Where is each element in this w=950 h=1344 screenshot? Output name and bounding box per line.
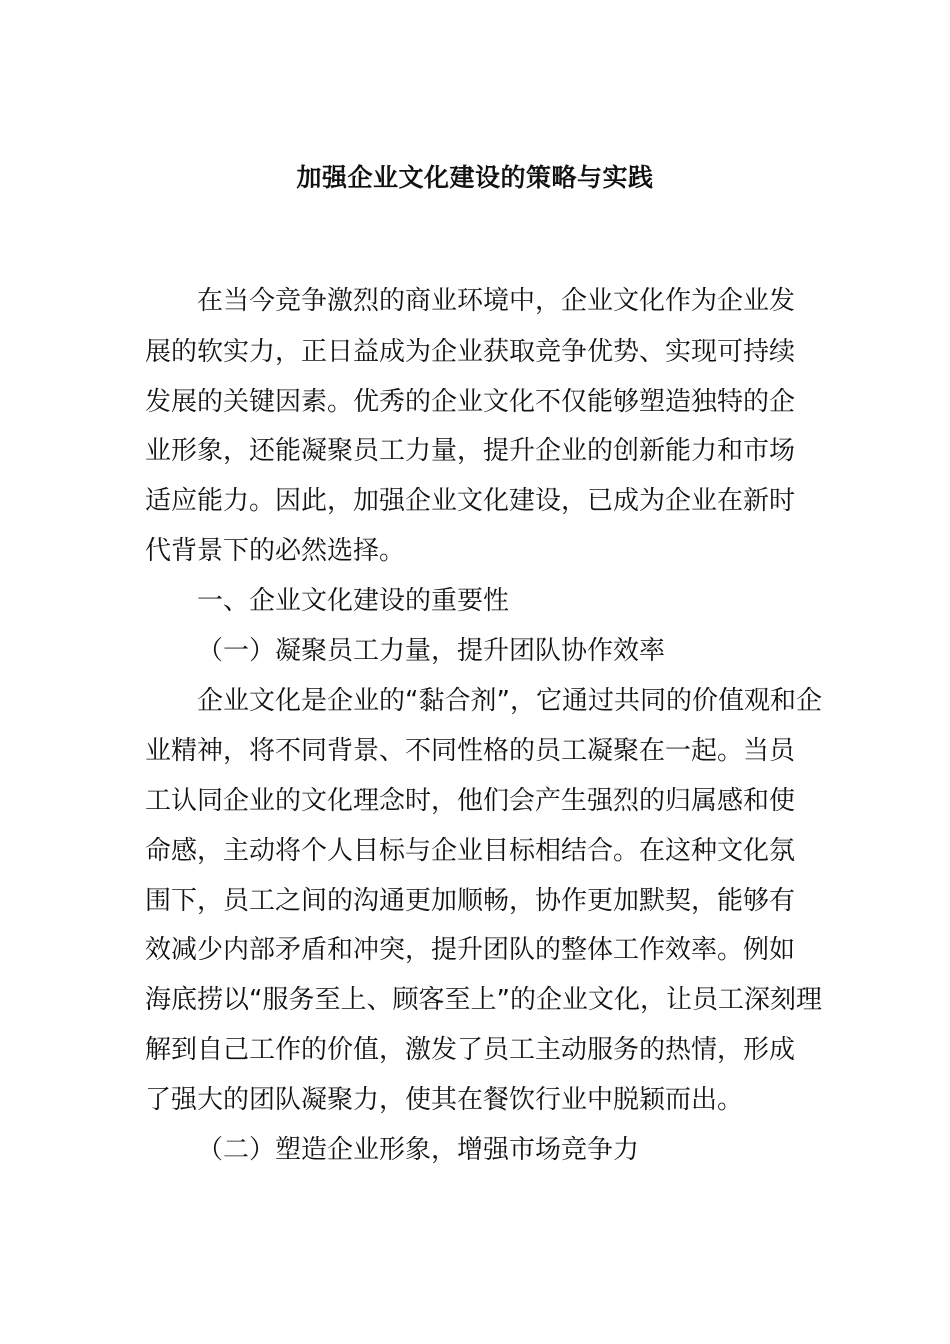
paragraph-line: 在当今竞争激烈的商业环境中，企业文化作为企业发 bbox=[197, 286, 796, 316]
paragraph-line: 业形象，还能凝聚员工力量，提升企业的创新能力和市场 bbox=[145, 436, 796, 466]
paragraph-line: 适应能力。因此，加强企业文化建设，已成为企业在新时 bbox=[145, 486, 796, 516]
section-heading: 一、企业文化建设的重要性 bbox=[197, 586, 510, 616]
subsection-heading: （二）塑造企业形象，增强市场竞争力 bbox=[197, 1135, 640, 1165]
subsection-heading: （一）凝聚员工力量，提升团队协作效率 bbox=[197, 636, 666, 666]
paragraph-line: 展的软实力，正日益成为企业获取竞争优势、实现可持续 bbox=[145, 337, 796, 367]
paragraph-line: 了强大的团队凝聚力，使其在餐饮行业中脱颖而出。 bbox=[145, 1085, 744, 1115]
paragraph-line: 工认同企业的文化理念时，他们会产生强烈的归属感和使 bbox=[145, 786, 796, 816]
paragraph-line: 发展的关键因素。优秀的企业文化不仅能够塑造独特的企 bbox=[145, 387, 796, 417]
paragraph-line: 代背景下的必然选择。 bbox=[145, 536, 406, 566]
paragraph-line: 命感，主动将个人目标与企业目标相结合。在这种文化氛 bbox=[145, 836, 796, 866]
document-title: 加强企业文化建设的策略与实践 bbox=[296, 163, 654, 192]
paragraph-line: 企业文化是企业的“黏合剂”，它通过共同的价值观和企 bbox=[197, 686, 822, 716]
paragraph-line: 业精神，将不同背景、不同性格的员工凝聚在一起。当员 bbox=[145, 736, 796, 766]
paragraph-line: 围下，员工之间的沟通更加顺畅，协作更加默契，能够有 bbox=[145, 886, 796, 916]
paragraph-line: 效减少内部矛盾和冲突，提升团队的整体工作效率。例如 bbox=[145, 935, 796, 965]
paragraph-line: 海底捞以“服务至上、顾客至上”的企业文化，让员工深刻理 bbox=[145, 985, 822, 1015]
paragraph-line: 解到自己工作的价值，激发了员工主动服务的热情，形成 bbox=[145, 1035, 796, 1065]
